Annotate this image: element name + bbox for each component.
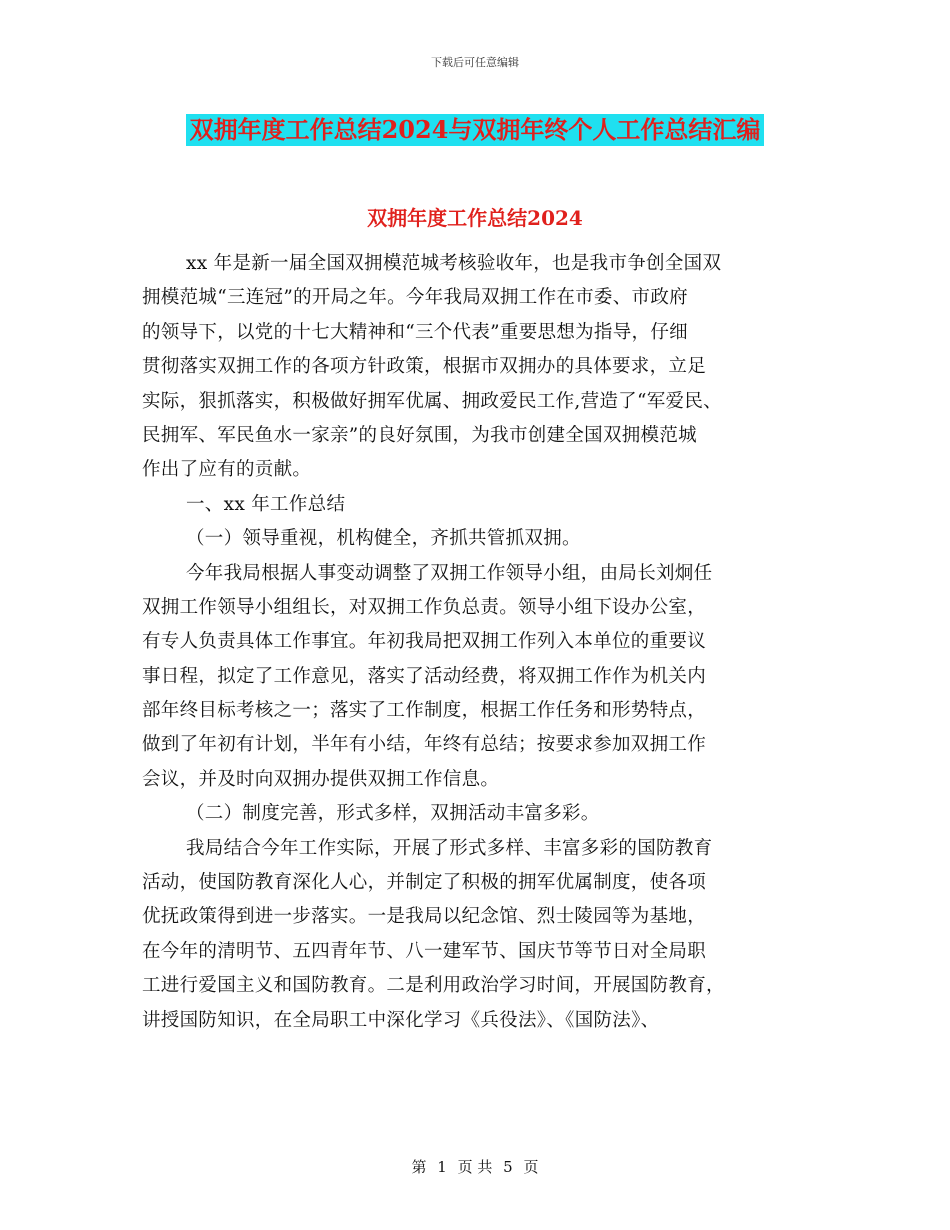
body-line: 今年我局根据人事变动调整了双拥工作领导小组，由局长刘炯任 bbox=[186, 562, 713, 584]
body-line: 一、xx 年工作总结 bbox=[186, 493, 346, 515]
body-line: 贯彻落实双拥工作的各项方针政策，根据市双拥办的具体要求，立足 bbox=[142, 356, 707, 378]
body-line: （一）领导重视，机构健全，齐抓共管抓双拥。 bbox=[186, 528, 581, 550]
body-line: 讲授国防知识，在全局职工中深化学习《兵役法》、《国防法》、 bbox=[142, 1009, 660, 1031]
page-footer bbox=[0, 1156, 950, 1177]
body-line: 的领导下，以党的十七大精神和“三个代表”重要思想为指导，仔细 bbox=[142, 321, 688, 343]
footer-total-pages: 5 bbox=[503, 1158, 513, 1176]
body-line: 在今年的清明节、五四青年节、八一建军节、国庆节等节日对全局职 bbox=[142, 940, 707, 962]
body-line: （二）制度完善，形式多样，双拥活动丰富多彩。 bbox=[186, 803, 600, 825]
body-line: 拥模范城“三连冠”的开局之年。今年我局双拥工作在市委、市政府 bbox=[142, 287, 688, 309]
body-line: 实际，狠抓落实，积极做好拥军优属、拥政爱民工作,营造了“军爱民、 bbox=[142, 390, 722, 412]
section-title: 双拥年度工作总结2024 bbox=[367, 206, 583, 230]
footer-suffix: 页 bbox=[523, 1158, 539, 1176]
header-note: 下载后可任意编辑 bbox=[431, 56, 519, 69]
body-line: 作出了应有的贡献。 bbox=[142, 459, 312, 481]
footer-page-number: 1 bbox=[437, 1158, 447, 1176]
body-line: 部年终目标考核之一；落实了工作制度，根据工作任务和形势特点， bbox=[142, 700, 707, 722]
main-title-container bbox=[0, 114, 950, 146]
body-line: 民拥军、军民鱼水一家亲”的良好氛围，为我市创建全国双拥模范城 bbox=[142, 424, 697, 446]
body-line: 会议，并及时向双拥办提供双拥工作信息。 bbox=[142, 768, 500, 790]
body-line: 活动，使国防教育深化人心，并制定了积极的拥军优属制度，使各项 bbox=[142, 872, 707, 894]
body-line: xx 年是新一届全国双拥模范城考核验收年，也是我市争创全国双 bbox=[186, 253, 722, 274]
body-line: 优抚政策得到进一步落实。一是我局以纪念馆、烈士陵园等为基地， bbox=[142, 906, 707, 928]
footer-prefix: 第 bbox=[411, 1158, 427, 1176]
body-text bbox=[142, 247, 822, 1038]
body-line: 双拥工作领导小组组长，对双拥工作负总责。领导小组下设办公室， bbox=[142, 596, 707, 618]
body-line: 工进行爱国主义和国防教育。二是利用政治学习时间，开展国防教育， bbox=[142, 975, 725, 997]
body-line: 做到了年初有计划，半年有小结，年终有总结；按要求参加双拥工作 bbox=[142, 734, 707, 756]
body-line: 我局结合今年工作实际，开展了形式多样、丰富多彩的国防教育 bbox=[186, 837, 713, 859]
main-title: 双拥年度工作总结2024与双拥年终个人工作总结汇编 bbox=[186, 114, 765, 146]
body-line: 事日程，拟定了工作意见，落实了活动经费，将双拥工作作为机关内 bbox=[142, 665, 707, 687]
footer-middle: 页 共 bbox=[457, 1158, 493, 1176]
body-line: 有专人负责具体工作事宜。年初我局把双拥工作列入本单位的重要议 bbox=[142, 631, 707, 653]
